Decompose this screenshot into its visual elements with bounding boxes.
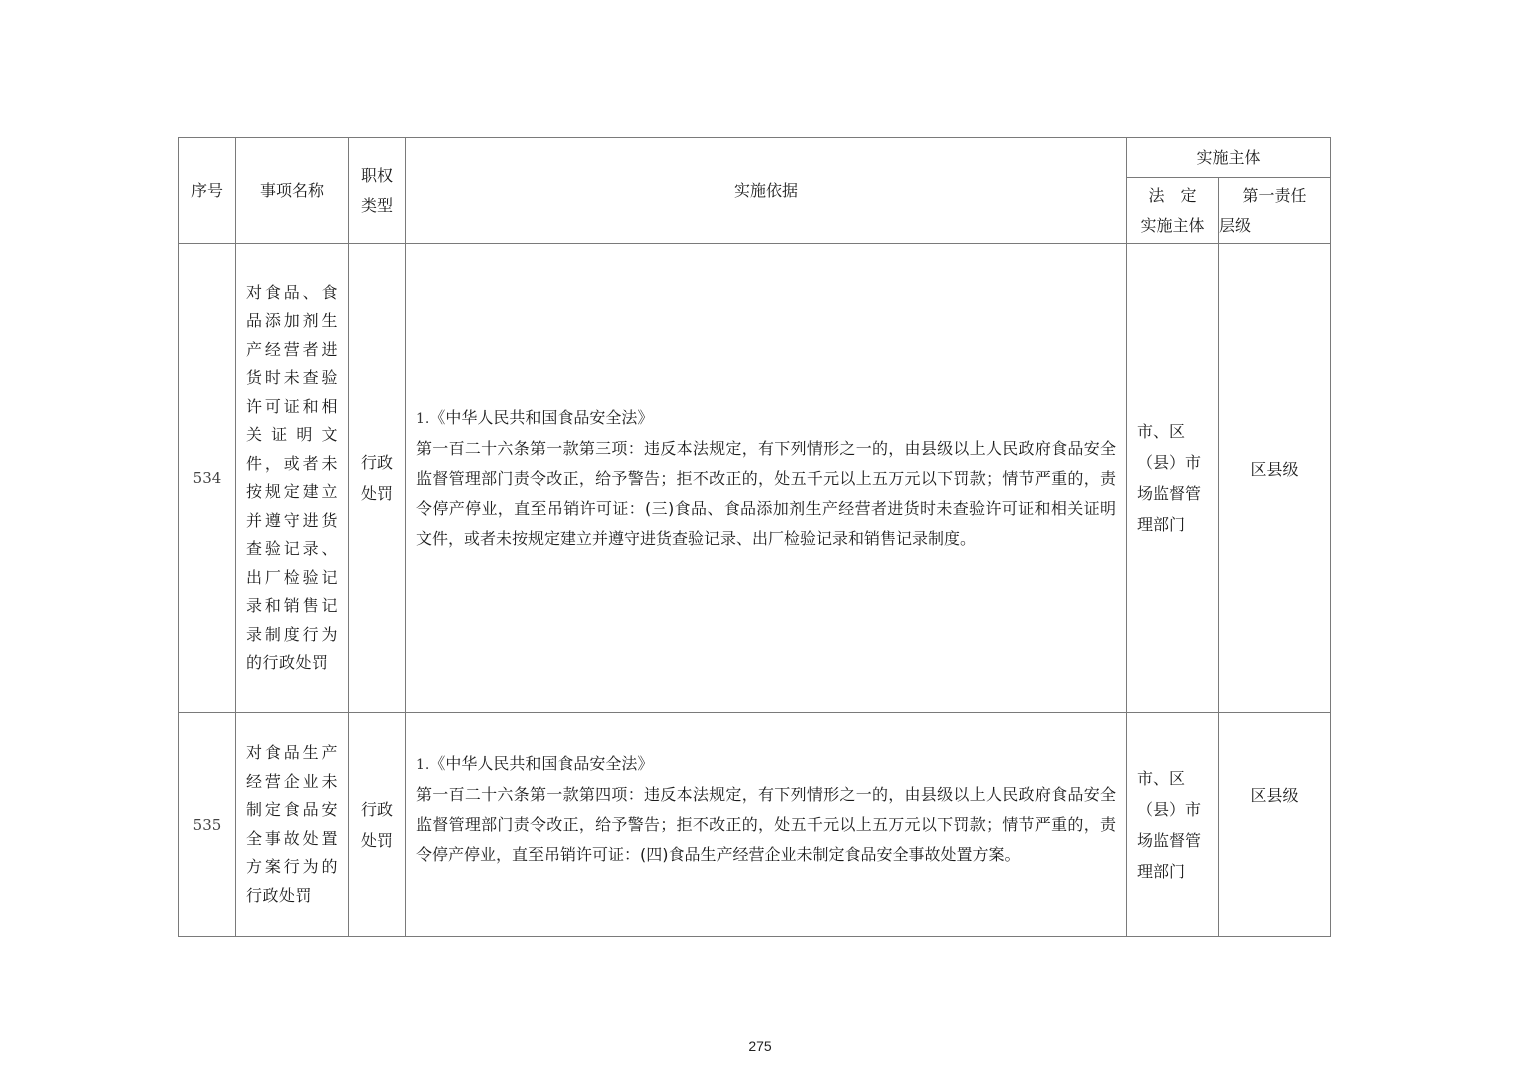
row-first-level-text: 区县级 [1250,786,1299,805]
row-seq: 535 [179,713,236,937]
law-title: 《中华人民共和国食品安全法》 [429,407,654,427]
header-legal-subject-line1: 法 定 [1148,185,1197,205]
page-number: 275 [748,1038,772,1054]
row-legal-subject: 市、区（县）市场监督管理部门 [1127,244,1219,713]
law-title: 《中华人民共和国食品安全法》 [429,754,654,773]
header-first-level-line1: 第一责任 [1242,185,1307,205]
header-first-level-line2: 层级 [1219,215,1252,235]
law-number: 1. [416,757,430,773]
table-row [179,713,1331,937]
header-first-level [1219,178,1331,244]
law-number: 1. [416,410,430,427]
law-clause: 第一百二十六条第一款第三项：违反本法规定，有下列情形之一的，由县级以上人民政府食品安全监督管理部门责令改正，给予警告；拒不改正的，处五千元以上五万元以下罚款；情节严重的，责令停产停业，直至吊销许可证：(三)食品、食品添加剂生产经营者进货时未查验许可证和相关证明文件，或者未按规定建立并遵守进货查验记录、出厂检验记录和销售记录制度。 [416,438,1116,548]
table-row [179,244,1331,713]
header-seq: 序号 [179,138,236,244]
row-first-level-text: 区县级 [1250,459,1299,479]
header-legal-subject [1127,178,1219,244]
row-type: 行政处罚 [349,244,406,713]
header-type: 职权类型 [349,138,406,244]
header-subject: 实施主体 [1127,138,1331,178]
authority-table [178,137,1331,937]
row-first-level [1219,244,1331,713]
row-item-name: 对食品、食品添加剂生产经营者进货时未查验许可证和相关证明文件，或者未按规定建立并遵守进货查验记录、出厂检验记录和销售记录制度行为的行政处罚 [236,244,349,713]
law-clause: 第一百二十六条第一款第四项：违反本法规定，有下列情形之一的，由县级以上人民政府食品安全监督管理部门责令改正，给予警告；拒不改正的，处五千元以上五万元以下罚款；情节严重的，责令停产停业，直至吊销许可证：(四)食品生产经营企业未制定食品安全事故处置方案。 [416,785,1116,864]
row-first-level [1219,713,1331,937]
row-basis [406,244,1127,713]
row-seq: 534 [179,244,236,713]
header-basis: 实施依据 [406,138,1127,244]
header-name: 事项名称 [236,138,349,244]
law-title-line [416,749,1116,780]
row-item-name: 对食品生产经营企业未制定食品安全事故处置方案行为的行政处罚 [236,713,349,937]
law-title-line [416,403,1116,434]
header-legal-subject-line2: 实施主体 [1140,215,1205,235]
row-basis [406,713,1127,937]
row-legal-subject: 市、区（县）市场监督管理部门 [1127,713,1219,937]
row-type: 行政处罚 [349,713,406,937]
